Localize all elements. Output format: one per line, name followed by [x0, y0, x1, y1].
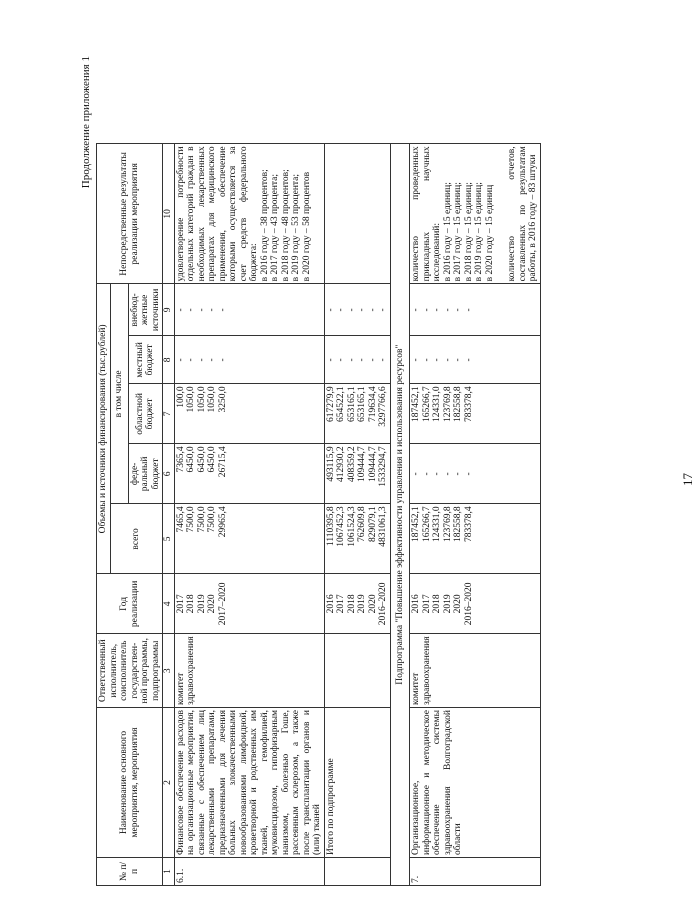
value: 7500,0: [186, 506, 196, 533]
value: 412930,2: [336, 446, 346, 483]
colnum: 3: [163, 634, 175, 708]
colnum: 7: [163, 384, 175, 444]
row-regional: [410, 384, 541, 444]
value: 7500,0: [196, 506, 207, 533]
table-row-6-1: [174, 144, 324, 886]
header-result: Непосредственные результаты реализации мероприятия: [97, 144, 163, 284]
value: -: [421, 472, 432, 476]
value: -: [217, 308, 228, 312]
column-numbers-row: [163, 144, 175, 886]
row-executor: комитет здравоохранения: [174, 634, 324, 708]
header-regional: областной бюджет: [128, 384, 163, 444]
year: 2020: [367, 594, 378, 614]
result-research: количество проведенных прикладных научных исследований: в 2016 году – 15 единиц; в 2017 году – 15 единиц; в 2018 году – 15 единиц; в 2019 году – 15 единиц; в 2020 году – 15 единиц: [411, 146, 495, 282]
header-executor: Ответственный исполнитель, соисполнитель государствен-ной программы, подпрограммы: [97, 634, 163, 708]
row-extra: [410, 284, 541, 336]
value: 719634,4: [367, 386, 378, 423]
value: -: [411, 358, 421, 362]
value: -: [196, 308, 207, 312]
header-extra: внебюд-жетные источники: [128, 284, 163, 336]
result-reports: количество отчетов, составленных по результатам работы, в 2016 году – 83 штуки: [507, 146, 538, 282]
row-result: удовлетворение потребности отдельных категорий граждан в необходимых лекарственных препаратах для медицинского применения, обеспечение которыми осуществляется за счет средств федерального бюджета: в 2016 году – 38 процентов; в 2017 году – 43 процента; в 2018 году – 48 процентов; в 2019 году – 53 процента; в 2020 году – 58 процентов: [174, 144, 324, 284]
value: 7500,0: [207, 506, 217, 533]
value: 165266,7: [421, 386, 432, 423]
row-local: [410, 336, 541, 384]
subtotal-federal: [324, 444, 390, 504]
value: -: [336, 308, 346, 312]
value: -: [207, 308, 217, 312]
row-federal: [174, 444, 324, 504]
row-num: 7.: [410, 858, 541, 886]
value: 182558,8: [453, 386, 463, 423]
subtotal-label: Итого по подпрограмме: [324, 708, 390, 858]
value: 6450,0: [186, 446, 196, 473]
row-name: Финансовое обеспечение расходов на организационные мероприятия, связанные с обеспечением лиц лекарственными препаратами, предназначенными для лечения больных злокачественными новообразованиями лимфоидной, кроветворной и родственных им тканей, гемофилией, муковисцидозом, гипофизарным нанизмом, болезнью Гоше, рассеянным склерозом, а также после трансплантации органов и (или) тканей: [174, 708, 324, 858]
row-extra: [174, 284, 324, 336]
year: 2017–2020: [217, 582, 228, 626]
year: 2019: [357, 594, 367, 614]
colnum: 2: [163, 708, 175, 858]
header-federal: феде-ральный бюджет: [128, 444, 163, 504]
value: 100,0: [175, 386, 186, 408]
year: 2018: [346, 594, 357, 614]
value: 783378,4: [463, 506, 474, 543]
value: -: [367, 308, 378, 312]
value: -: [196, 358, 207, 362]
value: 493115,9: [325, 446, 336, 482]
row-total: [174, 504, 324, 574]
value: 1061524,3: [346, 506, 357, 547]
value: 1533294,7: [378, 446, 388, 487]
header-total: всего: [110, 504, 163, 574]
subtotal-regional: [324, 384, 390, 444]
value: 187452,1: [411, 506, 421, 543]
header-name: Наименование основного мероприятия, мероприятия: [97, 708, 163, 858]
value: -: [357, 358, 367, 362]
value: 187452,1: [411, 386, 421, 423]
value: -: [346, 358, 357, 362]
value: -: [378, 358, 388, 362]
value: -: [175, 358, 186, 362]
subtotal-local: [324, 336, 390, 384]
value: 124331,0: [432, 386, 442, 423]
value: 124331,0: [432, 506, 442, 543]
header-financing: Объемы и источники финансирования (тыс.рублей): [97, 284, 111, 574]
value: 653165,1: [346, 386, 357, 423]
colnum: 10: [163, 144, 175, 284]
value: 109444,7: [357, 446, 367, 483]
value: -: [432, 472, 442, 476]
year: 2019: [442, 594, 453, 614]
header-incl: в том числе: [110, 284, 128, 504]
value: -: [453, 472, 463, 476]
page-number: 17: [680, 473, 695, 486]
value: 654522,1: [336, 386, 346, 423]
year: 2017: [421, 594, 432, 614]
value: -: [325, 308, 336, 312]
year: 2016–2020: [463, 582, 474, 626]
value: -: [463, 308, 474, 312]
value: -: [442, 308, 453, 312]
value: -: [186, 308, 196, 312]
header-num: № п/п: [97, 858, 163, 886]
value: -: [325, 358, 336, 362]
value: 617279,9: [325, 386, 336, 423]
year: 2017: [175, 594, 186, 614]
header-year: Год реализации: [97, 574, 163, 634]
row-result: [410, 144, 541, 284]
row-executor: комитет здравоохранения: [410, 634, 541, 708]
value: -: [175, 308, 186, 312]
value: -: [336, 358, 346, 362]
colnum: 1: [163, 858, 175, 886]
row-regional: [174, 384, 324, 444]
year: 2016: [325, 594, 336, 614]
value: -: [453, 358, 463, 362]
value: 1050,0: [196, 386, 207, 413]
year: 2020: [453, 594, 463, 614]
value: -: [453, 308, 463, 312]
row-years: [174, 574, 324, 634]
year: 2019: [196, 594, 207, 614]
value: 3297766,6: [378, 386, 388, 427]
value: -: [442, 472, 453, 476]
value: -: [357, 308, 367, 312]
financing-table: [96, 143, 541, 886]
year: 2016: [411, 594, 421, 614]
subprogram-row: [390, 144, 410, 886]
colnum: 5: [163, 504, 175, 574]
colnum: 8: [163, 336, 175, 384]
colnum: 6: [163, 444, 175, 504]
value: 7465,4: [175, 506, 186, 533]
year: 2017: [336, 594, 346, 614]
row-total: [410, 504, 541, 574]
value: 7365,4: [175, 446, 186, 473]
subtotal-years: [324, 574, 390, 634]
value: 6450,0: [196, 446, 207, 473]
value: 829079,1: [367, 506, 378, 543]
value: 4831061,3: [378, 506, 388, 547]
value: -: [432, 308, 442, 312]
year: 2020: [207, 594, 217, 614]
value: -: [421, 308, 432, 312]
year: 2018: [432, 594, 442, 614]
value: 109444,7: [367, 446, 378, 483]
header-local: местный бюджет: [128, 336, 163, 384]
value: -: [411, 308, 421, 312]
value: 762609,8: [357, 506, 367, 543]
value: -: [421, 358, 432, 362]
value: -: [346, 308, 357, 312]
value: 408359,2: [346, 446, 357, 483]
table-row-7: [410, 144, 541, 886]
value: -: [367, 358, 378, 362]
rotated-content: [80, 56, 695, 886]
value: 29965,4: [217, 506, 228, 538]
value: 123769,8: [442, 386, 453, 423]
value: -: [378, 308, 388, 312]
value: -: [432, 358, 442, 362]
value: -: [463, 472, 474, 476]
colnum: 9: [163, 284, 175, 336]
row-num: 6.1.: [174, 858, 324, 886]
value: -: [411, 472, 421, 476]
value: -: [463, 358, 474, 362]
appendix-continuation: Продолжение приложения 1: [80, 56, 92, 189]
value: -: [442, 358, 453, 362]
subtotal-extra: [324, 284, 390, 336]
value: 1110395,8: [325, 506, 336, 547]
colnum: 4: [163, 574, 175, 634]
value: 783378,4: [463, 386, 474, 423]
value: 26715,4: [217, 446, 228, 478]
value: 1050,0: [207, 386, 217, 413]
value: 6450,0: [207, 446, 217, 473]
value: 1050,0: [186, 386, 196, 413]
row-federal: [410, 444, 541, 504]
year: 2018: [186, 594, 196, 614]
subprogram-title: Подпрограмма "Повышение эффективности управления и использования ресурсов": [390, 144, 410, 886]
row-local: [174, 336, 324, 384]
value: -: [217, 358, 228, 362]
value: -: [186, 358, 196, 362]
value: 653165,1: [357, 386, 367, 423]
value: -: [207, 358, 217, 362]
row-years: [410, 574, 541, 634]
value: 3250,0: [217, 386, 228, 413]
row-name: Организационное, информационное и методическое обеспечение системы здравоохранения Волгоградской области: [410, 708, 541, 858]
subtotal-total: [324, 504, 390, 574]
table-row-subtotal: [324, 144, 390, 886]
year: 2016–2020: [378, 582, 388, 626]
value: 123769,8: [442, 506, 453, 543]
value: 165266,7: [421, 506, 432, 543]
value: 1067452,3: [336, 506, 346, 547]
value: 182558,8: [453, 506, 463, 543]
